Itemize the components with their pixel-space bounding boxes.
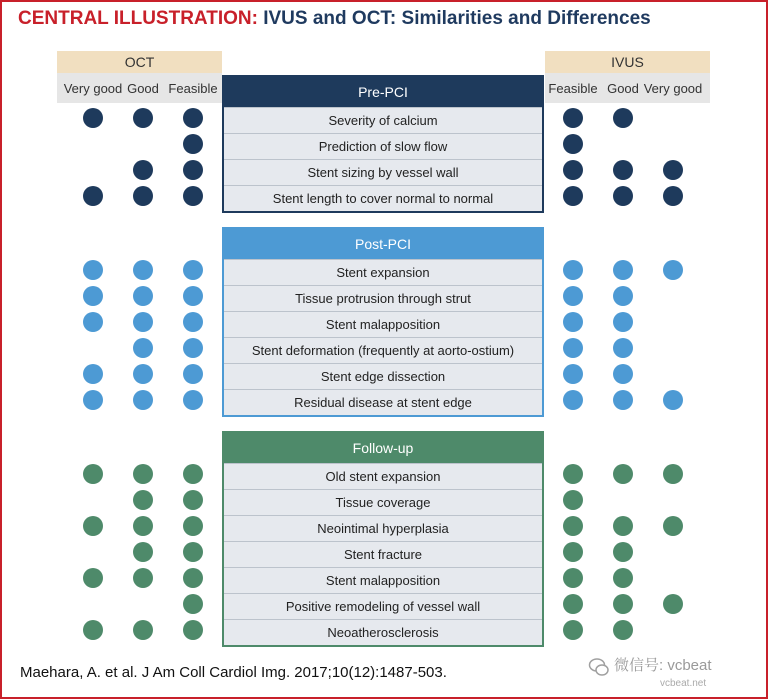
ivus-rating-dot-very-good	[663, 594, 683, 614]
ivus-rating-dot-feasible	[563, 490, 583, 510]
ivus-rating-dot-feasible	[563, 186, 583, 206]
oct-level-very-good: Very good	[63, 81, 123, 96]
oct-rating-dot-good	[133, 542, 153, 562]
ivus-rating-dot-feasible	[563, 542, 583, 562]
ivus-rating-dot-good	[613, 286, 633, 306]
pre-pci-row-severity-of-calcium: Severity of calcium	[224, 107, 542, 133]
oct-rating-dot-very-good	[83, 260, 103, 280]
oct-rating-dot-feasible	[183, 390, 203, 410]
pre-pci-row-stent-length: Stent length to cover normal to normal	[224, 185, 542, 211]
oct-rating-dot-good	[133, 516, 153, 536]
oct-rating-dot-feasible	[183, 338, 203, 358]
ivus-rating-dot-very-good	[663, 464, 683, 484]
pre-pci-panel	[222, 75, 544, 213]
ivus-rating-dot-feasible	[563, 464, 583, 484]
citation: Maehara, A. et al. J Am Coll Cardiol Img. 2017;10(12):1487-503.	[20, 664, 447, 681]
oct-header: OCT	[57, 51, 222, 73]
ivus-rating-dot-feasible	[563, 364, 583, 384]
oct-rating-dot-good	[133, 286, 153, 306]
oct-level-feasible: Feasible	[168, 81, 218, 96]
oct-rating-dot-good	[133, 108, 153, 128]
ivus-level-very-good: Very good	[643, 81, 703, 96]
pre-pci-row-stent-sizing: Stent sizing by vessel wall	[224, 159, 542, 185]
wechat-icon	[588, 656, 610, 678]
ivus-rating-dot-good	[613, 160, 633, 180]
ivus-rating-dot-good	[613, 390, 633, 410]
ivus-rating-dot-feasible	[563, 160, 583, 180]
ivus-rating-dot-feasible	[563, 568, 583, 588]
follow-up-panel	[222, 431, 544, 647]
title-text: IVUS and OCT: Similarities and Differences	[263, 8, 651, 29]
oct-rating-dot-good	[133, 464, 153, 484]
follow-up-row-tissue-coverage: Tissue coverage	[224, 489, 542, 515]
oct-rating-dot-feasible	[183, 312, 203, 332]
oct-rating-dot-very-good	[83, 464, 103, 484]
ivus-rating-dot-good	[613, 260, 633, 280]
ivus-rating-dot-good	[613, 364, 633, 384]
ivus-rating-dot-good	[613, 568, 633, 588]
ivus-rating-dot-good	[613, 338, 633, 358]
oct-rating-dot-good	[133, 364, 153, 384]
oct-rating-dot-very-good	[83, 108, 103, 128]
illustration-title	[18, 8, 651, 30]
oct-level-good: Good	[127, 81, 159, 96]
follow-up-row-neointimal-hyperplasia: Neointimal hyperplasia	[224, 515, 542, 541]
follow-up-row-positive-remodeling: Positive remodeling of vessel wall	[224, 593, 542, 619]
watermark-text: 微信号: vcbeat	[614, 657, 712, 674]
oct-rating-dot-good	[133, 490, 153, 510]
oct-rating-dot-very-good	[83, 186, 103, 206]
ivus-rating-dot-good	[613, 108, 633, 128]
ivus-rating-dot-good	[613, 516, 633, 536]
ivus-rating-dot-feasible	[563, 108, 583, 128]
oct-rating-dot-feasible	[183, 160, 203, 180]
ivus-rating-dot-feasible	[563, 134, 583, 154]
oct-rating-dot-very-good	[83, 286, 103, 306]
oct-rating-dot-feasible	[183, 260, 203, 280]
ivus-rating-dot-feasible	[563, 260, 583, 280]
oct-rating-dot-feasible	[183, 542, 203, 562]
watermark-sub: vcbeat.net	[660, 678, 707, 689]
ivus-rating-dot-very-good	[663, 390, 683, 410]
oct-rating-dot-very-good	[83, 516, 103, 536]
oct-rating-dot-very-good	[83, 568, 103, 588]
post-pci-row-tissue-protrusion: Tissue protrusion through strut	[224, 285, 542, 311]
ivus-rating-dot-good	[613, 594, 633, 614]
ivus-rating-dot-good	[613, 464, 633, 484]
oct-rating-dot-good	[133, 390, 153, 410]
title-highlight: CENTRAL ILLUSTRATION:	[18, 8, 258, 29]
oct-rating-dot-feasible	[183, 134, 203, 154]
ivus-level-feasible: Feasible	[548, 81, 598, 96]
oct-rating-dot-good	[133, 312, 153, 332]
ivus-rating-dot-feasible	[563, 594, 583, 614]
ivus-rating-dot-good	[613, 620, 633, 640]
ivus-rating-dot-very-good	[663, 516, 683, 536]
ivus-rating-dot-feasible	[563, 516, 583, 536]
post-pci-row-stent-malapposition: Stent malapposition	[224, 311, 542, 337]
oct-rating-dot-feasible	[183, 620, 203, 640]
oct-rating-dot-very-good	[83, 390, 103, 410]
ivus-rating-dot-very-good	[663, 186, 683, 206]
oct-rating-dot-good	[133, 186, 153, 206]
oct-rating-dot-feasible	[183, 594, 203, 614]
oct-rating-dot-feasible	[183, 490, 203, 510]
oct-rating-dot-very-good	[83, 620, 103, 640]
oct-rating-dot-good	[133, 338, 153, 358]
oct-rating-dot-very-good	[83, 312, 103, 332]
ivus-rating-dot-good	[613, 542, 633, 562]
pre-pci-row-prediction-of-slow-flow: Prediction of slow flow	[224, 133, 542, 159]
oct-rating-dot-feasible	[183, 364, 203, 384]
post-pci-row-residual-disease: Residual disease at stent edge	[224, 389, 542, 415]
post-pci-title: Post-PCI	[224, 229, 542, 259]
ivus-rating-dot-feasible	[563, 620, 583, 640]
oct-rating-dot-very-good	[83, 364, 103, 384]
ivus-rating-dot-very-good	[663, 160, 683, 180]
follow-up-row-stent-malapposition: Stent malapposition	[224, 567, 542, 593]
oct-rating-dot-good	[133, 260, 153, 280]
follow-up-row-stent-fracture: Stent fracture	[224, 541, 542, 567]
follow-up-row-neoatherosclerosis: Neoatherosclerosis	[224, 619, 542, 645]
post-pci-row-stent-expansion: Stent expansion	[224, 259, 542, 285]
post-pci-row-stent-edge-dissection: Stent edge dissection	[224, 363, 542, 389]
oct-rating-dot-feasible	[183, 516, 203, 536]
ivus-rating-dot-feasible	[563, 286, 583, 306]
oct-rating-dot-feasible	[183, 108, 203, 128]
oct-rating-dot-feasible	[183, 286, 203, 306]
oct-rating-dot-feasible	[183, 568, 203, 588]
pre-pci-title: Pre-PCI	[224, 77, 542, 107]
post-pci-panel	[222, 227, 544, 417]
ivus-rating-dot-feasible	[563, 312, 583, 332]
oct-rating-dot-good	[133, 160, 153, 180]
oct-rating-dot-feasible	[183, 186, 203, 206]
post-pci-row-stent-deformation: Stent deformation (frequently at aorto-ostium)	[224, 337, 542, 363]
ivus-rating-dot-feasible	[563, 338, 583, 358]
ivus-rating-dot-feasible	[563, 390, 583, 410]
ivus-rating-dot-very-good	[663, 260, 683, 280]
oct-rating-dot-good	[133, 620, 153, 640]
oct-rating-dot-feasible	[183, 464, 203, 484]
ivus-level-good: Good	[607, 81, 639, 96]
ivus-rating-dot-good	[613, 186, 633, 206]
ivus-header: IVUS	[545, 51, 710, 73]
oct-rating-dot-good	[133, 568, 153, 588]
follow-up-title: Follow-up	[224, 433, 542, 463]
follow-up-row-old-stent-expansion: Old stent expansion	[224, 463, 542, 489]
ivus-rating-dot-good	[613, 312, 633, 332]
